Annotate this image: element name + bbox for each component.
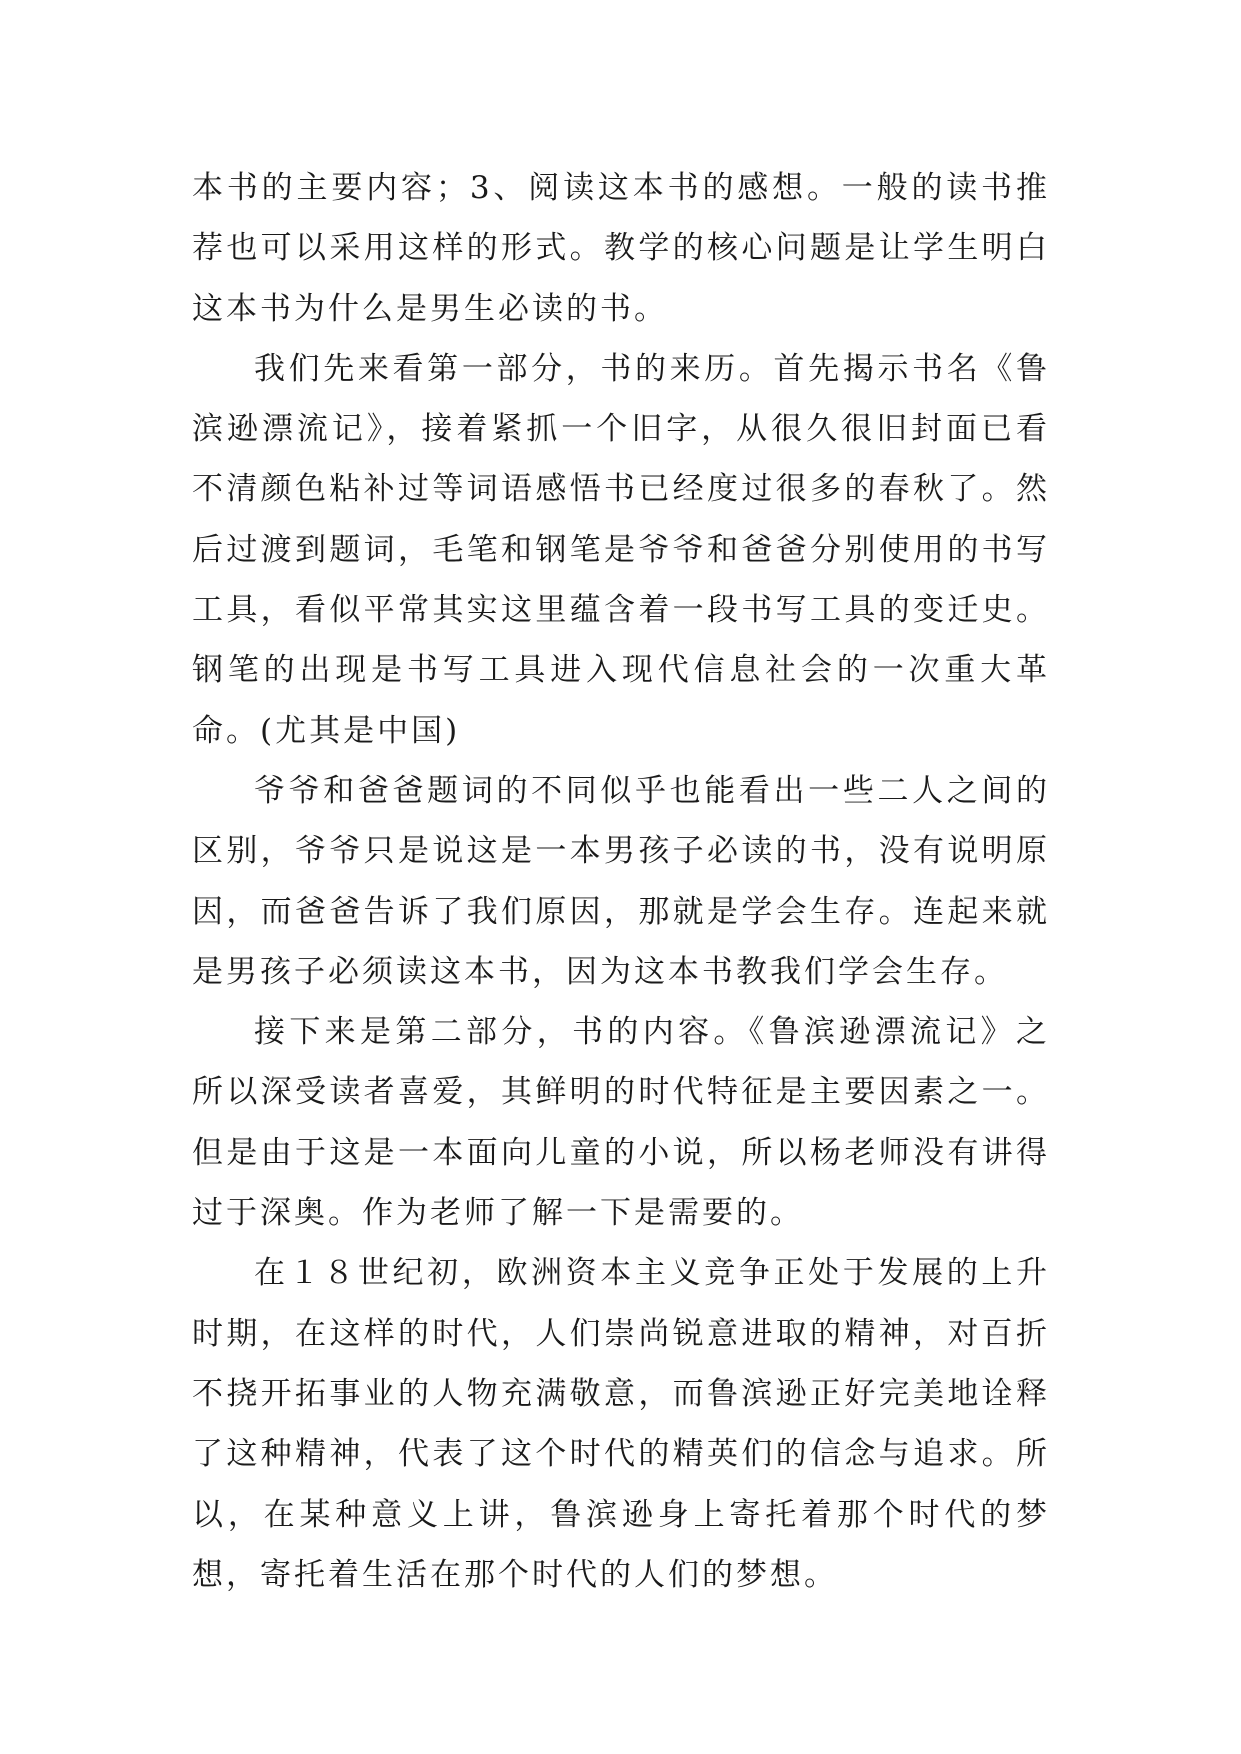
paragraph-2: 我们先来看第一部分，书的来历。首先揭示书名《鲁滨逊漂流记》，接着紧抓一个旧字，从很久很旧封面已看不清颜色粘补过等词语感悟书已经度过很多的春秋了。然后过渡到题词，毛笔和钢笔是爷爷和爸爸分别使用的书写工具，看似平常其实这里蕴含着一段书写工具的变迁史。钢笔的出现是书写工具进入现代信息社会的一次重大革命。(尤其是中国) [192, 350, 1050, 749]
paragraph-4: 接下来是第二部分，书的内容。《鲁滨逊漂流记》之所以深受读者喜爱，其鲜明的时代特征是主要因素之一。但是由于这是一本面向儿童的小说，所以杨老师没有讲得过于深奥。作为老师了解一下是需要的。 [192, 1014, 1050, 1232]
paragraph-3: 爷爷和爸爸题词的不同似乎也能看出一些二人之间的区别，爷爷只是说这是一本男孩子必读的书，没有说明原因，而爸爸告诉了我们原因，那就是学会生存。连起来就是男孩子必须读这本书，因为这本书教我们学会生存。 [192, 772, 1050, 990]
document-body [192, 158, 1050, 1605]
paragraph-1: 本书的主要内容；3、阅读这本书的感想。一般的读书推荐也可以采用这样的形式。教学的核心问题是让学生明白这本书为什么是男生必读的书。 [192, 170, 1050, 327]
paragraph-5: 在１８世纪初，欧洲资本主义竞争正处于发展的上升时期，在这样的时代，人们崇尚锐意进取的精神，对百折不挠开拓事业的人物充满敬意，而鲁滨逊正好完美地诠释了这种精神，代表了这个时代的精英们的信念与追求。所以，在某种意义上讲，鲁滨逊身上寄托着那个时代的梦想，寄托着生活在那个时代的人们的梦想。 [192, 1255, 1050, 1593]
